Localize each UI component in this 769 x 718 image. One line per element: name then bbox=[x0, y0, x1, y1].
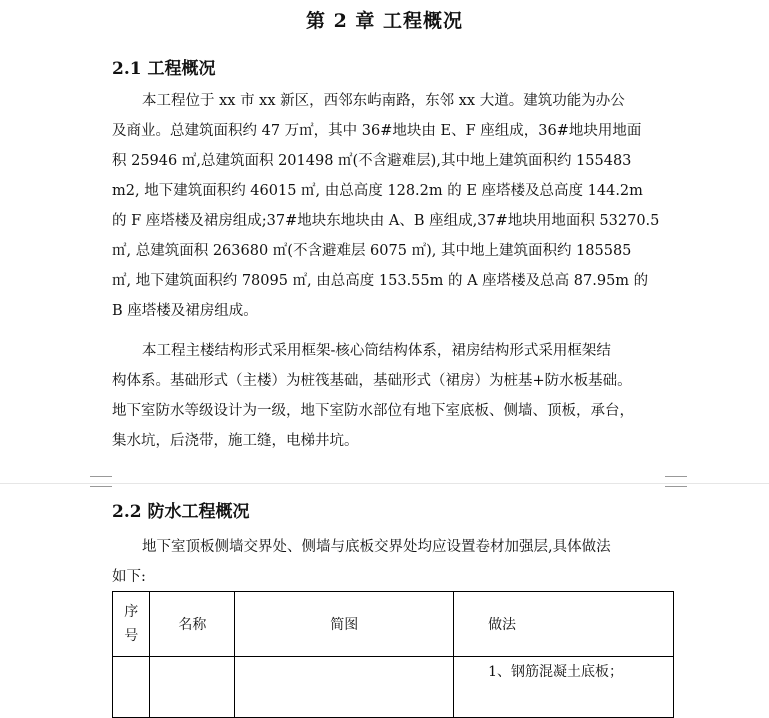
chapter-title: 第 2 章 工程概况 bbox=[305, 10, 464, 32]
text-line: ㎡, 总建筑面积 263680 ㎡(不含避难层 6075 ㎡), 其中地上建筑面积约 185585 bbox=[112, 243, 632, 259]
text-line: 地下室顶板侧墙交界处、侧墙与底板交界处均应设置卷材加强层,具体做法 bbox=[142, 539, 611, 555]
method-item: 1、钢筋混凝土底板； bbox=[488, 664, 623, 680]
header-seq-line2: 号 bbox=[124, 628, 139, 644]
header-name: 名称 bbox=[150, 592, 235, 657]
waterproofing-table bbox=[112, 591, 674, 718]
margin-corner-mark-left bbox=[90, 476, 112, 487]
text-line: 集水坑，后浇带，施工缝，电梯井坑。 bbox=[112, 433, 359, 449]
text-line: 本工程位于 xx 市 xx 新区，西邻东屿南路，东邻 xx 大道。建筑功能为办公 bbox=[142, 93, 625, 109]
text-line: 的 F 座塔楼及裙房组成;37#地块东地块由 A、B 座组成,37#地块用地面积 53270.5 bbox=[112, 213, 660, 229]
cell-sketch bbox=[235, 657, 454, 718]
section-heading-2-2: 2.2 防水工程概况 bbox=[112, 502, 250, 522]
section-heading-2-1: 2.1 工程概况 bbox=[112, 59, 216, 79]
page-break-line bbox=[0, 483, 769, 484]
table-header-row bbox=[113, 592, 674, 657]
text-line: 如下: bbox=[112, 569, 146, 585]
text-line: 本工程主楼结构形式采用框架-核心筒结构体系，裙房结构形式采用框架结 bbox=[142, 343, 611, 359]
header-seq-line1: 序 bbox=[124, 604, 139, 620]
cell-method bbox=[454, 657, 674, 718]
paragraph-structure bbox=[112, 336, 672, 456]
text-line: 及商业。总建筑面积约 47 万㎡，其中 36#地块由 E、F 座组成，36#地块用地面 bbox=[112, 123, 642, 139]
text-line: B 座塔楼及裙房组成。 bbox=[112, 303, 258, 319]
text-line: ㎡, 地下建筑面积约 78095 ㎡, 由总高度 153.55m 的 A 座塔楼及总高 87.95m 的 bbox=[112, 273, 649, 289]
header-sketch: 简图 bbox=[235, 592, 454, 657]
paragraph-waterproofing bbox=[112, 532, 672, 592]
header-method: 做法 bbox=[454, 592, 674, 657]
text-line: 积 25946 ㎡,总建筑面积 201498 ㎡(不含避难层),其中地上建筑面积约 155483 bbox=[112, 153, 632, 169]
table-row bbox=[113, 657, 674, 718]
cell-seq bbox=[113, 657, 150, 718]
paragraph-project-overview bbox=[112, 86, 672, 326]
text-line: 地下室防水等级设计为一级，地下室防水部位有地下室底板、侧墙、顶板，承台， bbox=[112, 403, 634, 419]
header-seq bbox=[113, 592, 150, 657]
text-line: 构体系。基础形式（主楼）为桩筏基础，基础形式（裙房）为桩基+防水板基础。 bbox=[112, 373, 632, 389]
cell-name bbox=[150, 657, 235, 718]
margin-corner-mark-right bbox=[665, 476, 687, 487]
text-line: m2, 地下建筑面积约 46015 ㎡, 由总高度 128.2m 的 E 座塔楼及总高度 144.2m bbox=[112, 183, 643, 199]
